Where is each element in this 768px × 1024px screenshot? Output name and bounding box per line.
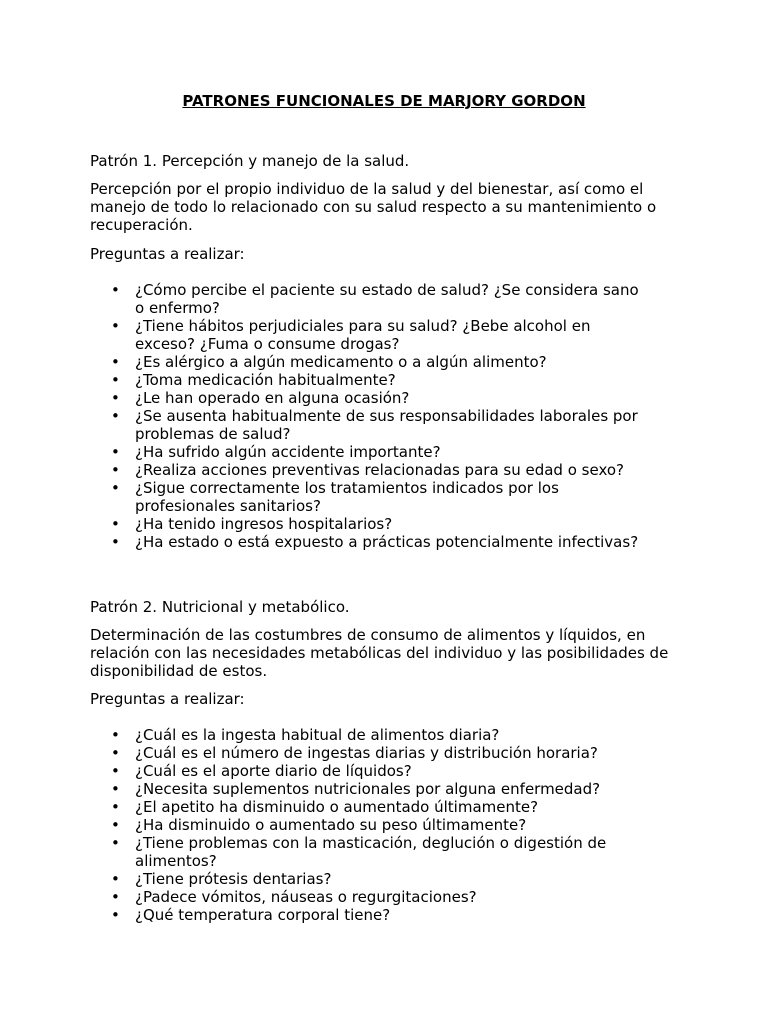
list-item: • ¿Tiene prótesis dentarias? <box>90 870 650 888</box>
list-item: • ¿Cuál es el aporte diario de líquidos? <box>90 762 650 780</box>
list-item: • ¿Es alérgico a algún medicamento o a algún alimento? <box>90 353 650 371</box>
list-item: • ¿Ha disminuido o aumentado su peso últimamente? <box>90 816 650 834</box>
pattern-1-description: Percepción por el propio individuo de la salud y del bienestar, así como el manejo de todo lo relacionado con su salud respecto a su mantenimiento o recuperación. <box>90 180 657 234</box>
list-item: • ¿Necesita suplementos nutricionales por alguna enfermedad? <box>90 780 650 798</box>
list-item: • ¿Toma medicación habitualmente? <box>90 371 650 389</box>
list-item: • ¿Se ausenta habitualmente de sus responsabilidades laborales por problemas de salud? <box>90 407 650 443</box>
list-item: • ¿Le han operado en alguna ocasión? <box>90 389 650 407</box>
list-item: • ¿Tiene hábitos perjudiciales para su salud? ¿Bebe alcohol en exceso? ¿Fuma o consume drogas? <box>90 317 650 353</box>
pattern-2-description: Determinación de las costumbres de consumo de alimentos y líquidos, en relación con las necesidades metabólicas del individuo y las posibilidades de disponibilidad de estos. <box>90 626 669 680</box>
list-item: • ¿El apetito ha disminuido o aumentado últimamente? <box>90 798 650 816</box>
pattern-1-question-list <box>90 281 650 551</box>
pattern-1-heading: Patrón 1. Percepción y manejo de la salud. <box>90 152 410 170</box>
list-item: • ¿Cuál es la ingesta habitual de alimentos diaria? <box>90 726 650 744</box>
pattern-2-question-list <box>90 726 650 924</box>
pattern-1-questions-label: Preguntas a realizar: <box>90 245 245 263</box>
list-item: • ¿Ha sufrido algún accidente importante? <box>90 443 650 461</box>
list-item: • ¿Realiza acciones preventivas relacionadas para su edad o sexo? <box>90 461 650 479</box>
list-item: • ¿Cómo percibe el paciente su estado de salud? ¿Se considera sano o enfermo? <box>90 281 650 317</box>
list-item: • ¿Cuál es el número de ingestas diarias y distribución horaria? <box>90 744 650 762</box>
list-item: • ¿Ha estado o está expuesto a prácticas potencialmente infectivas? <box>90 533 650 551</box>
document-title: PATRONES FUNCIONALES DE MARJORY GORDON <box>182 92 586 110</box>
list-item: • ¿Sigue correctamente los tratamientos indicados por los profesionales sanitarios? <box>90 479 650 515</box>
list-item: • ¿Tiene problemas con la masticación, deglución o digestión de alimentos? <box>90 834 650 870</box>
list-item: • ¿Padece vómitos, náuseas o regurgitaciones? <box>90 888 650 906</box>
pattern-2-heading: Patrón 2. Nutricional y metabólico. <box>90 598 350 616</box>
pattern-2-questions-label: Preguntas a realizar: <box>90 690 245 708</box>
list-item: • ¿Ha tenido ingresos hospitalarios? <box>90 515 650 533</box>
list-item: • ¿Qué temperatura corporal tiene? <box>90 906 650 924</box>
